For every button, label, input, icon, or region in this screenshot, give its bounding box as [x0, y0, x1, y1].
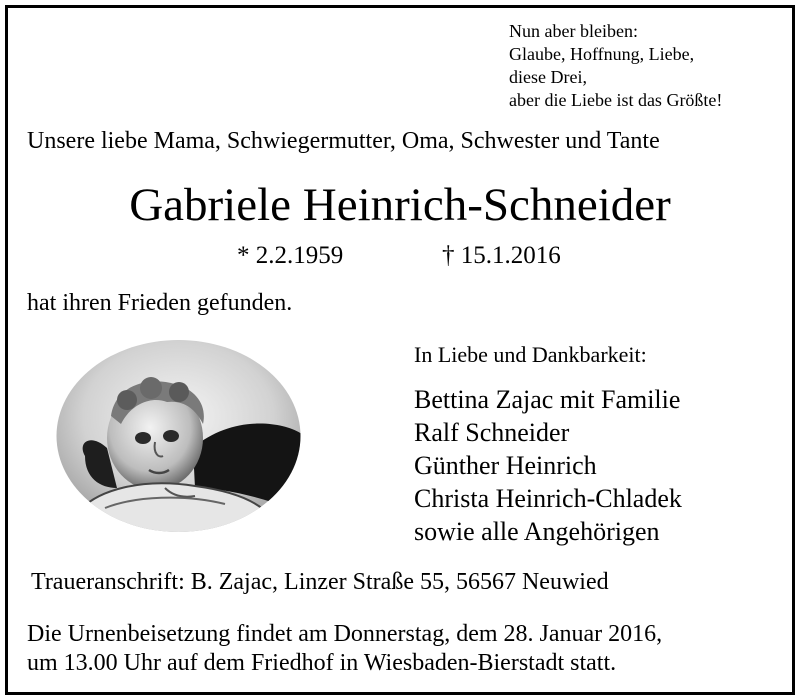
- eye-shape: [163, 430, 179, 442]
- funeral-line: um 13.00 Uhr auf dem Friedhof in Wiesbaden-Bierstadt statt.: [27, 650, 617, 676]
- mourner-name: Ralf Schneider: [414, 418, 570, 447]
- peace-text: hat ihren Frieden gefunden.: [27, 290, 293, 316]
- bible-quote: [509, 20, 722, 112]
- funeral-line: Die Urnenbeisetzung findet am Donnerstag, dem 28. Januar 2016,: [27, 621, 663, 647]
- hair-curl: [169, 382, 189, 402]
- eye-shape: [135, 432, 151, 444]
- quote-line: aber die Liebe ist das Größte!: [509, 90, 723, 110]
- mourner-name: Christa Heinrich-Chladek: [414, 484, 682, 513]
- deceased-name: Gabriele Heinrich-Schneider: [129, 179, 671, 231]
- hair-curl: [140, 377, 162, 399]
- quote-line: Glaube, Hoffnung, Liebe,: [509, 44, 695, 64]
- mourner-name: sowie alle Angehörigen: [414, 517, 660, 546]
- death-date: † 15.1.2016: [442, 242, 561, 269]
- mourning-address: Traueranschrift: B. Zajac, Linzer Straße 55, 56567 Neuwied: [31, 569, 609, 595]
- funeral-notice: [27, 620, 662, 678]
- intro-text: Unsere liebe Mama, Schwiegermutter, Oma, Schwester und Tante: [27, 128, 660, 154]
- quote-line: diese Drei,: [509, 67, 587, 87]
- mourners-list: [414, 383, 682, 548]
- hair-curl: [117, 390, 137, 410]
- birth-date: * 2.2.1959: [237, 242, 344, 269]
- thanks-heading: In Liebe und Dankbarkeit:: [414, 342, 647, 367]
- mourner-name: Günther Heinrich: [414, 451, 597, 480]
- mourner-name: Bettina Zajac mit Familie: [414, 385, 681, 414]
- quote-line: Nun aber bleiben:: [509, 21, 638, 41]
- cherub-photo: [55, 338, 302, 534]
